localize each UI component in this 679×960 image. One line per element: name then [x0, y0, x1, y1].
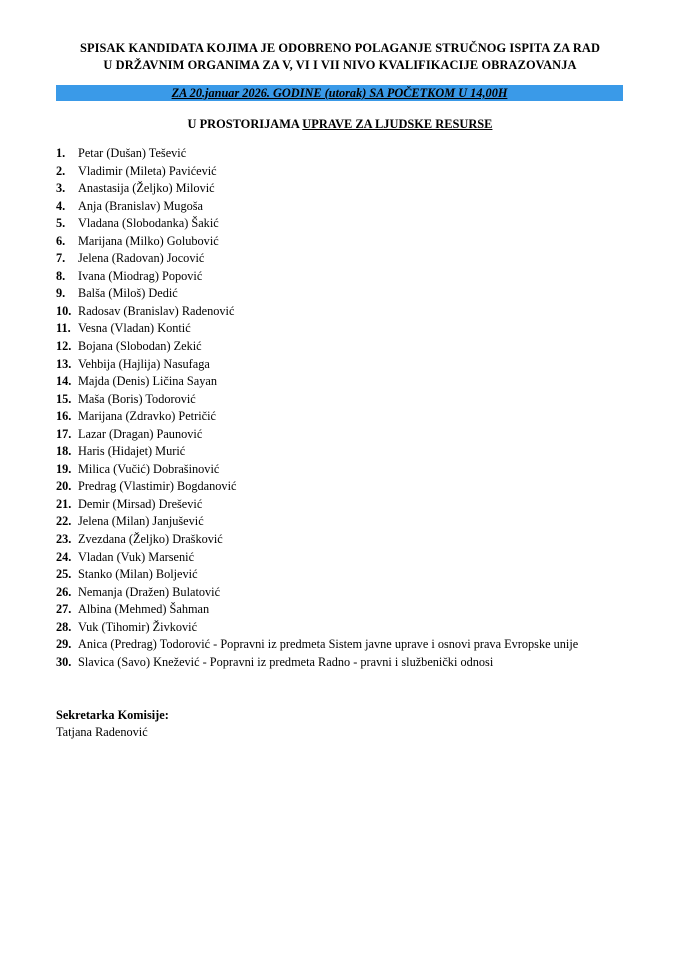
- candidate-item: [56, 496, 578, 514]
- candidate-number: 12.: [56, 339, 72, 354]
- candidate-item: [56, 636, 578, 654]
- candidate-name: Haris (Hidajet) Murić: [78, 444, 186, 459]
- candidate-item: [56, 198, 578, 216]
- document-title-line-1: SPISAK KANDIDATA KOJIMA JE ODOBRENO POLAGANJE STRUČNOG ISPITA ZA RAD: [79, 41, 601, 55]
- candidate-number: 9.: [56, 286, 66, 301]
- candidate-name: Bojana (Slobodan) Zekić: [78, 339, 202, 354]
- candidate-number: 17.: [56, 426, 72, 441]
- candidate-number: 28.: [56, 619, 72, 634]
- signature-name: Tatjana Radenović: [56, 725, 148, 739]
- candidate-item: [56, 443, 578, 461]
- candidate-item: [56, 619, 578, 637]
- candidate-item: [56, 531, 578, 549]
- document-title-line-2: U DRŽAVNIM ORGANIMA ZA V, VI I VII NIVO KVALIFIKACIJE OBRAZOVANJA: [103, 58, 577, 72]
- candidate-item: [56, 303, 578, 321]
- candidate-name: Ivana (Miodrag) Popović: [78, 268, 203, 283]
- candidate-number: 6.: [56, 233, 66, 248]
- candidate-number: 1.: [56, 146, 66, 160]
- candidate-number: 30.: [56, 654, 72, 669]
- candidate-name: Balša (Miloš) Dedić: [78, 286, 178, 301]
- candidate-number: 3.: [56, 181, 66, 196]
- candidate-item: [56, 391, 578, 409]
- candidate-name: Jelena (Radovan) Jocović: [78, 251, 205, 266]
- candidate-number: 7.: [56, 251, 66, 266]
- candidate-name: Milica (Vučić) Dobrašinović: [78, 461, 220, 476]
- candidate-item: [56, 654, 578, 672]
- signature-label: Sekretarka Komisije:: [56, 708, 169, 722]
- candidate-name: Predrag (Vlastimir) Bogdanović: [78, 479, 237, 494]
- candidate-item: [56, 566, 578, 584]
- candidate-item: [56, 163, 578, 181]
- candidate-name: Anja (Branislav) Mugoša: [78, 198, 203, 213]
- candidate-item: [56, 461, 578, 479]
- candidate-name: Zvezdana (Željko) Drašković: [78, 532, 223, 547]
- candidate-item: [56, 408, 578, 426]
- candidate-number: 16.: [56, 409, 72, 424]
- exam-location: [40, 116, 640, 133]
- candidate-name: Petar (Dušan) Tešević: [78, 146, 187, 160]
- candidate-number: 10.: [56, 303, 72, 318]
- candidate-name: Anastasija (Željko) Milović: [78, 181, 215, 196]
- candidate-number: 24.: [56, 549, 72, 564]
- candidate-number: 15.: [56, 391, 72, 406]
- candidate-list: [56, 145, 578, 671]
- candidate-number: 27.: [56, 602, 72, 617]
- candidate-number: 18.: [56, 444, 72, 459]
- candidate-number: 5.: [56, 216, 66, 231]
- candidate-name: Nemanja (Dražen) Bulatović: [78, 584, 221, 599]
- candidate-item: [56, 215, 578, 233]
- candidate-item: [56, 250, 578, 268]
- candidate-item: [56, 356, 578, 374]
- candidate-number: 20.: [56, 479, 72, 494]
- candidate-number: 29.: [56, 637, 72, 652]
- candidate-name: Stanko (Milan) Boljević: [78, 567, 198, 582]
- candidate-number: 26.: [56, 584, 72, 599]
- candidate-name: Vehbija (Hajlija) Nasufaga: [78, 356, 210, 371]
- candidate-name: Majda (Denis) Ličina Sayan: [78, 374, 217, 389]
- candidate-number: 13.: [56, 356, 72, 371]
- candidate-item: [56, 584, 578, 602]
- location-name: UPRAVE ZA LJUDSKE RESURSE: [302, 117, 493, 131]
- exam-date-line: ZA 20.januar 2026. GODINE (utorak) SA POČETKOM U 14,00H: [171, 86, 508, 100]
- candidate-name: Demir (Mirsad) Drešević: [78, 496, 203, 511]
- candidate-number: 21.: [56, 496, 72, 511]
- location-prefix: U PROSTORIJAMA: [187, 117, 303, 131]
- candidate-name: Marijana (Zdravko) Petričić: [78, 409, 216, 424]
- candidate-item: [56, 513, 578, 531]
- candidate-name: Slavica (Savo) Knežević - Popravni iz predmeta Radno - pravni i službenički odnosi: [78, 654, 494, 669]
- candidate-name: Vladana (Slobodanka) Šakić: [78, 216, 219, 231]
- candidate-name: Vesna (Vladan) Kontić: [78, 321, 191, 336]
- candidate-item: [56, 285, 578, 303]
- candidate-number: 23.: [56, 532, 72, 547]
- candidate-name: Albina (Mehmed) Šahman: [78, 602, 210, 617]
- candidate-item: [56, 549, 578, 567]
- candidate-name: Jelena (Milan) Janjušević: [78, 514, 204, 529]
- candidate-number: 14.: [56, 374, 72, 389]
- candidate-name: Vladimir (Mileta) Pavićević: [78, 163, 217, 178]
- candidate-number: 8.: [56, 268, 66, 283]
- candidate-name: Lazar (Dragan) Paunović: [78, 426, 203, 441]
- candidate-item: [56, 373, 578, 391]
- candidate-item: [56, 426, 578, 444]
- candidate-number: 19.: [56, 461, 72, 476]
- candidate-number: 2.: [56, 163, 66, 178]
- candidate-item: [56, 233, 578, 251]
- candidate-item: [56, 601, 578, 619]
- candidate-name: Vuk (Tihomir) Živković: [78, 619, 198, 634]
- candidate-name: Maša (Boris) Todorović: [78, 391, 196, 406]
- candidate-item: [56, 478, 578, 496]
- candidate-name: Anica (Predrag) Todorović - Popravni iz predmeta Sistem javne uprave i osnovi prava Evropske unije: [78, 637, 579, 652]
- candidate-name: Vladan (Vuk) Marsenić: [78, 549, 195, 564]
- candidate-number: 4.: [56, 198, 66, 213]
- candidate-item: [56, 180, 578, 198]
- candidate-name: Radosav (Branislav) Radenović: [78, 303, 235, 318]
- candidate-item: [56, 145, 578, 163]
- candidate-item: [56, 268, 578, 286]
- candidate-item: [56, 320, 578, 338]
- candidate-number: 11.: [56, 321, 71, 336]
- candidate-item: [56, 338, 578, 356]
- candidate-name: Marijana (Milko) Golubović: [78, 233, 219, 248]
- candidate-number: 25.: [56, 567, 72, 582]
- candidate-number: 22.: [56, 514, 72, 529]
